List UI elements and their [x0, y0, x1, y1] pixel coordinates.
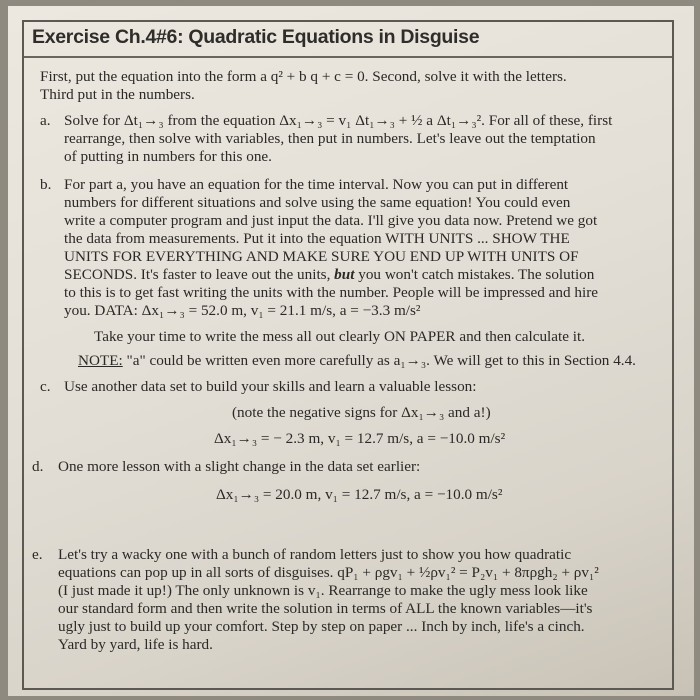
worksheet-page [8, 6, 694, 696]
item-d-line-1: One more lesson with a slight change in the data set earlier: [58, 458, 421, 475]
item-b-data-line: you. DATA: Δx₁→₃ = 52.0 m, v₁ = 21.1 m/s, a = −3.3 m/s² [64, 302, 421, 319]
item-c-note: (note the negative signs for Δx₁→₃ and a!) [232, 404, 491, 421]
item-e-line-4: our standard form and then write the solution in terms of ALL the known variables—it's [58, 600, 593, 617]
item-b-line-3: write a computer program and just input the data. I'll give you data now. Pretend we got [64, 212, 598, 229]
item-e-line-2: equations can pop up in all sorts of disguises. qP₁ + ρgv₁ + ½ρv₁² = P₂v₁ + 8πρgh₂ + ρv₁² [58, 564, 599, 581]
item-b-line-6-start: SECONDS. It's faster to leave out the units, [64, 266, 331, 283]
item-c-label: c. [40, 378, 51, 395]
item-e-line-1: Let's try a wacky one with a bunch of random letters just to show you how quadratic [58, 546, 572, 563]
item-d-data: Δx₁→₃ = 20.0 m, v₁ = 12.7 m/s, a = −10.0 m/s² [216, 486, 503, 503]
item-b-line-1: For part a, you have an equation for the time interval. Now you can put in different [64, 176, 569, 193]
note-label: NOTE: [78, 352, 123, 369]
item-e-line-6: Yard by yard, life is hard. [58, 636, 213, 653]
item-b-line-7: to this is to get fast writing the units with the number. People will be impressed and hire [64, 284, 599, 301]
item-c-line-1: Use another data set to build your skills and learn a valuable lesson: [64, 378, 477, 395]
item-e-line-3: (I just made it up!) The only unknown is v₁. Rearrange to make the ugly mess look like [58, 582, 588, 599]
item-b-line-6-end: you won't catch mistakes. The solution [354, 266, 595, 283]
item-e-label: e. [32, 546, 43, 563]
item-a-line-3: of putting in numbers for this one. [64, 148, 272, 165]
item-a-line-2: rearrange, then solve with variables, then put in numbers. Let's leave out the temptation [64, 130, 596, 147]
note-text: "a" could be written even more carefully as a₁→₃. We will get to this in Section 4.4. [122, 352, 636, 369]
item-c-data: Δx₁→₃ = − 2.3 m, v₁ = 12.7 m/s, a = −10.0 m/s² [214, 430, 506, 447]
intro-line-1: First, put the equation into the form a q² + b q + c = 0. Second, solve it with the letters. [40, 68, 567, 85]
exercise-title: Exercise Ch.4#6: Quadratic Equations in Disguise [32, 26, 480, 48]
item-b-line-2: numbers for different situations and solve using the same equation! You could even [64, 194, 571, 211]
item-b-label: b. [40, 176, 52, 193]
item-b-note [78, 352, 636, 370]
item-b-line-6 [64, 266, 594, 284]
item-e-line-5: ugly just to build up your comfort. Step by step on paper ... Inch by inch, life's a cinch. [58, 618, 585, 635]
item-b-line-5: UNITS FOR EVERYTHING AND MAKE SURE YOU END UP WITH UNITS OF [64, 248, 579, 265]
item-a-label: a. [40, 112, 51, 129]
emphasis-but: but [334, 266, 355, 283]
title-divider [24, 56, 672, 58]
item-d-label: d. [32, 458, 44, 475]
item-b-line-4: the data from measurements. Put it into the equation WITH UNITS ... SHOW THE [64, 230, 570, 247]
item-a-line-1: Solve for Δt₁→₃ from the equation Δx₁→₃ = v₁ Δt₁→₃ + ½ a Δt₁→₃². For all of these, first [64, 112, 613, 129]
intro-line-2: Third put in the numbers. [40, 86, 195, 103]
item-b-take-time: Take your time to write the mess all out clearly ON PAPER and then calculate it. [94, 328, 586, 345]
